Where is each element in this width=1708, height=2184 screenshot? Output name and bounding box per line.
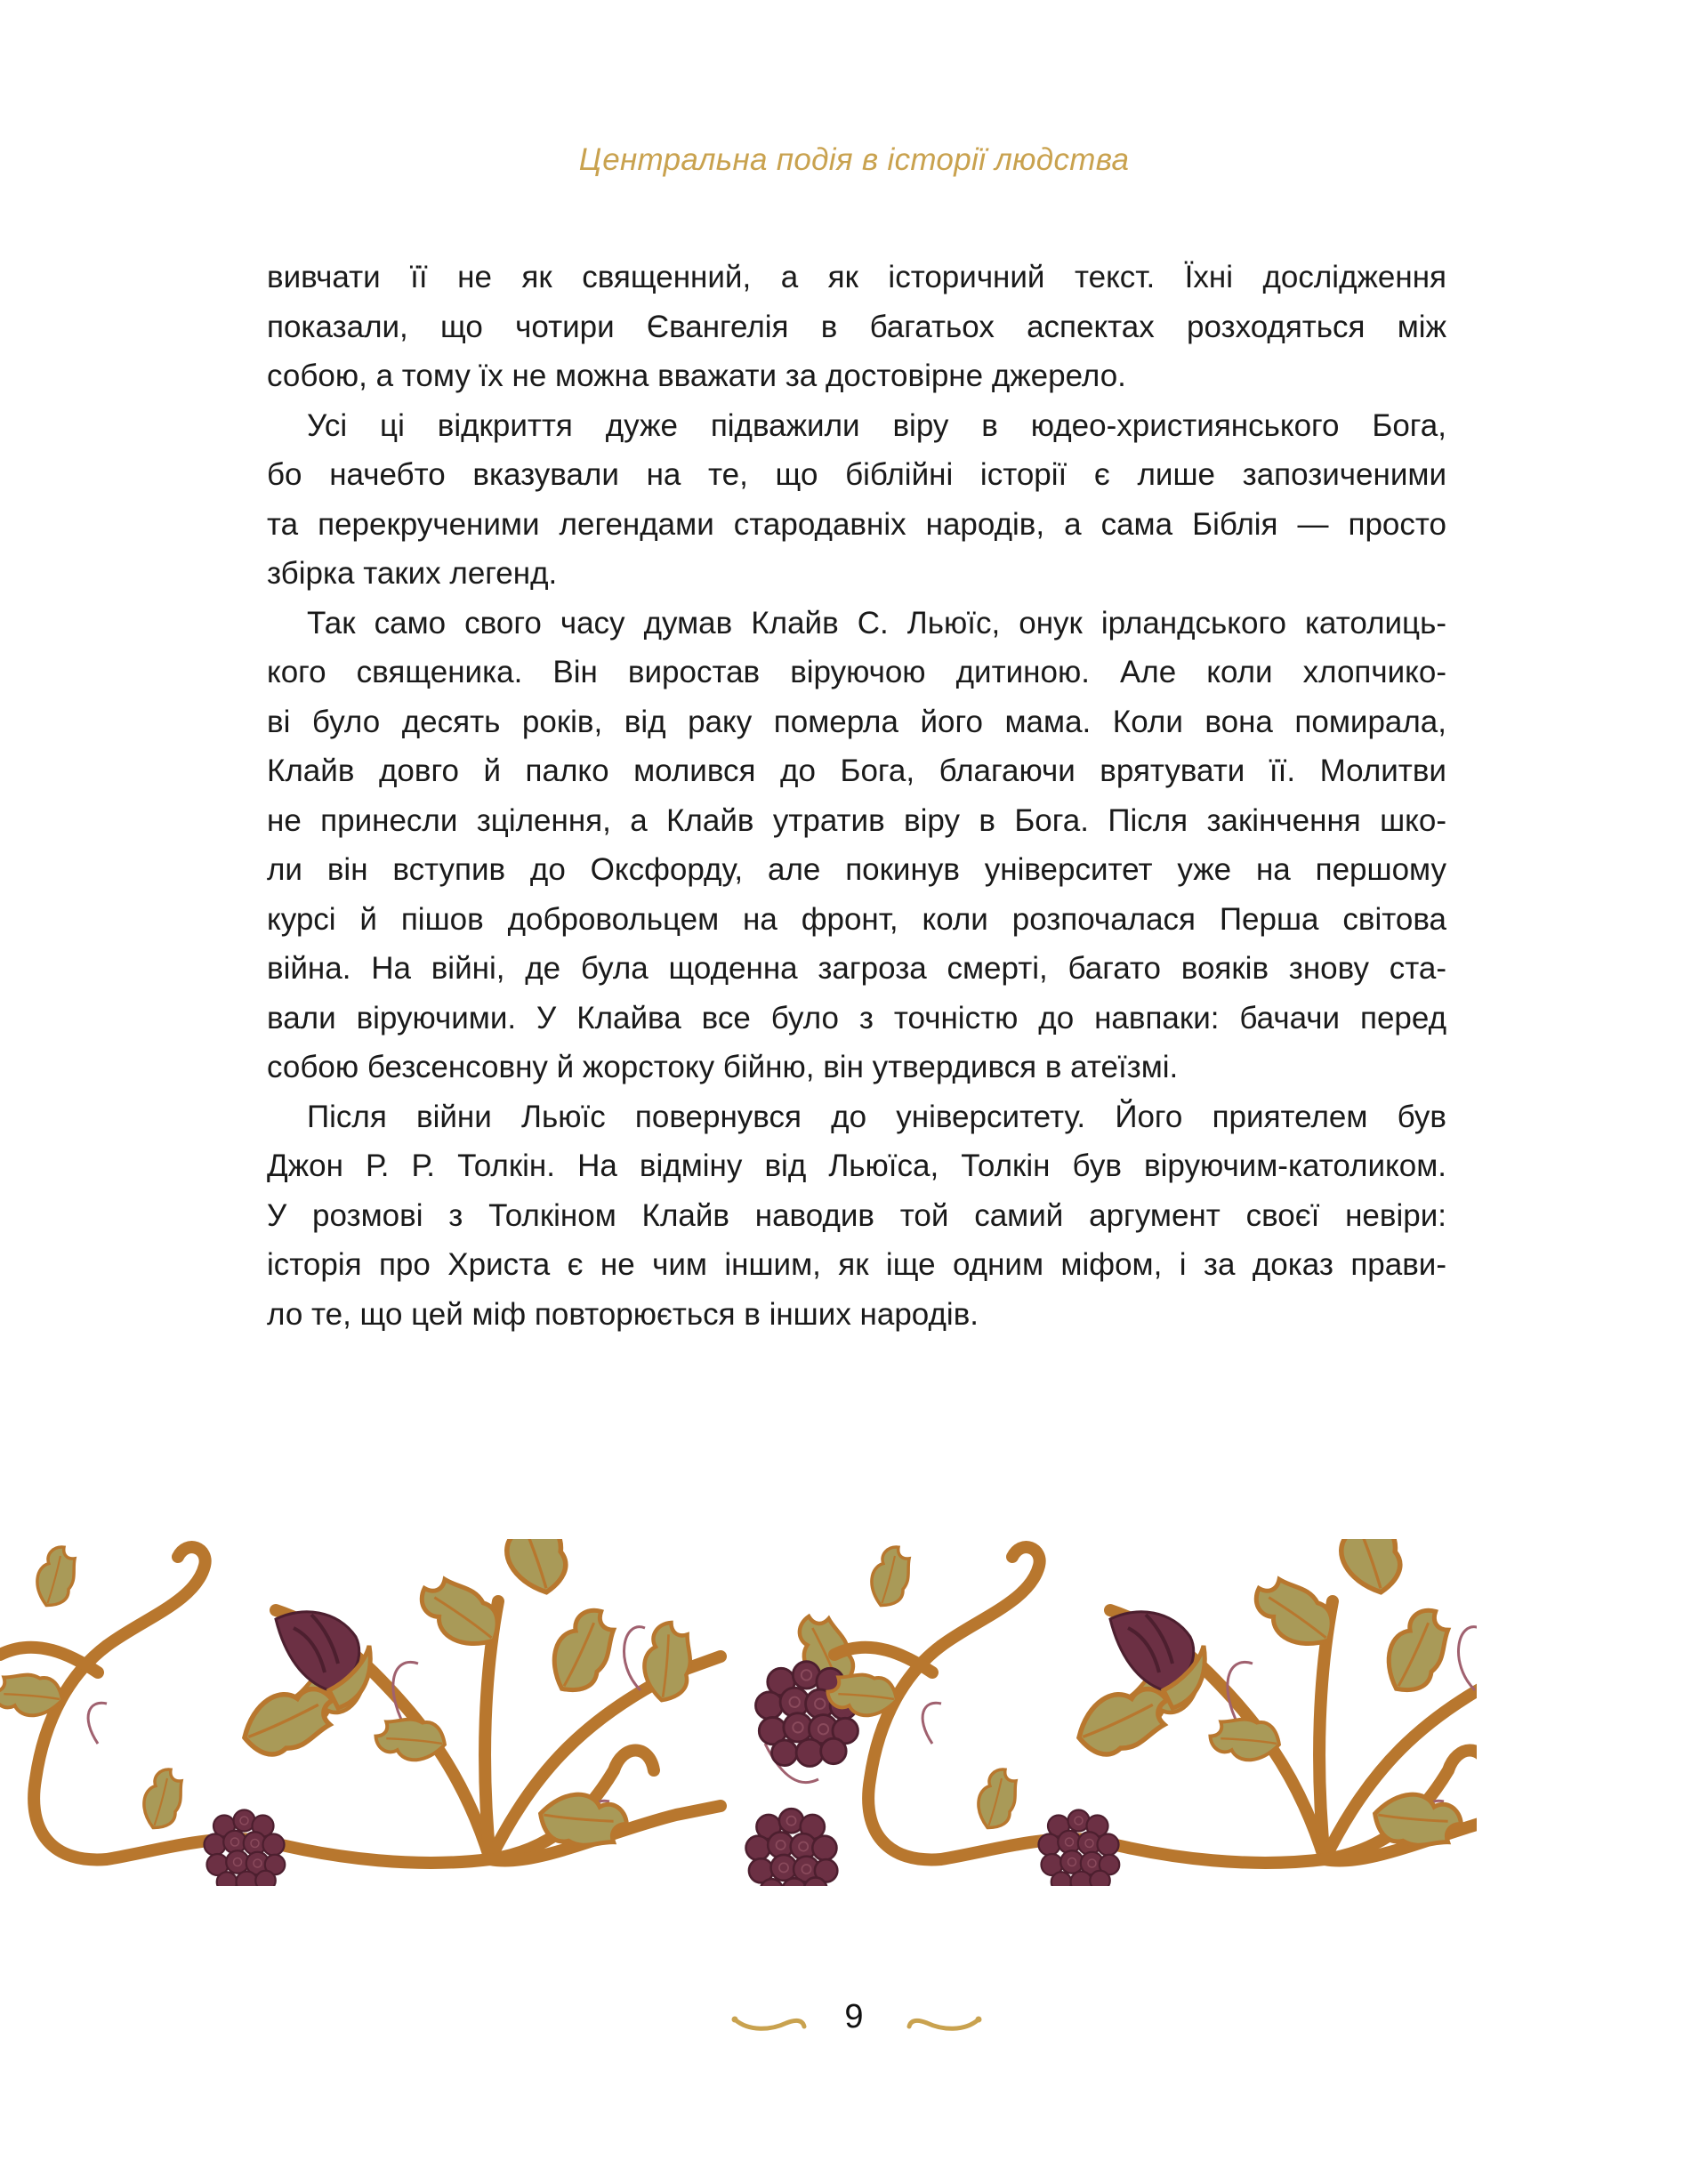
text-line: збірка таких легенд. [267,556,558,591]
text-line: собою, а тому їх не можна вважати за достовірне джерело. [267,359,1126,393]
text-line: бо начебто вказували на те, що біблійні історії є лише запозиченими [267,457,1446,492]
ornament-motif [0,1539,858,1886]
text-line: У розмові з Толкіном Клайв наводив той самий аргумент своєї невіри: [267,1197,1446,1233]
text-line: Усі ці відкриття дуже підважили віру в юдео-християнського Бога, [307,407,1446,443]
text-line: ли він вступив до Оксфорду, але покинув університет уже на першому [267,852,1446,887]
right-swash-icon [906,2011,982,2037]
text-line: Так само свого часу думав Клайв С. Льюїс, онук ірландського католиць- [307,605,1446,641]
left-swash-icon [731,2011,808,2037]
paragraph [267,1092,1446,1340]
paragraph [267,599,1446,1092]
text-line: Джон Р. Р. Толкін. На відміну від Льюїса, Толкін був віруючим-католиком. [267,1148,1446,1183]
text-line: Після війни Льюїс повернувся до університету. Його приятелем був [307,1099,1446,1134]
text-line: вивчати її не як священний, а як історичний текст. Їхні дослідження [267,260,1446,294]
text-line: курсі й пішов добровольцем на фронт, коли розпочалася Перша світова [267,901,1446,937]
text-line: війна. На війні, де була щоденна загроза смерті, багато вояків знову ста- [267,951,1446,986]
text-line: вали віруючими. У Клайва все було з точністю до навпаки: бачачи перед [267,1000,1446,1036]
text-line: кого священика. Він виростав віруючою дитиною. Але коли хлопчико- [267,655,1446,689]
text-line: показали, що чотири Євангелія в багатьох аспектах розходяться між [267,309,1446,344]
floral-ornament-band [0,1539,1708,1886]
paragraph [267,253,1446,401]
paragraph [267,401,1446,599]
text-line: та перекрученими легендами стародавніх народів, а сама Біблія — просто [267,506,1446,542]
text-line: собою безсенсовну й жорстоку бійню, він утвердився в атеїзмі. [267,1050,1179,1084]
text-line: не принесли зцілення, а Клайв утратив віру в Бога. Після закінчення шко- [267,802,1446,838]
page-number: 9 [844,1998,864,2035]
body-text [267,253,1446,1339]
text-line: ві було десять років, від раку померла його мама. Коли вона помирала, [267,704,1446,739]
ornament-motif [824,1539,1692,1886]
text-line: ло те, що цей міф повторюється в інших народів. [267,1296,979,1332]
text-line: Клайв довго й палко молився до Бога, благаючи врятувати її. Молитви [267,754,1446,788]
page-footer [0,1993,1708,2055]
text-line: історія про Христа є не чим іншим, як іще одним міфом, і за доказ прави- [267,1247,1446,1282]
running-head-title: Центральна подія в історії людства [578,142,1130,177]
